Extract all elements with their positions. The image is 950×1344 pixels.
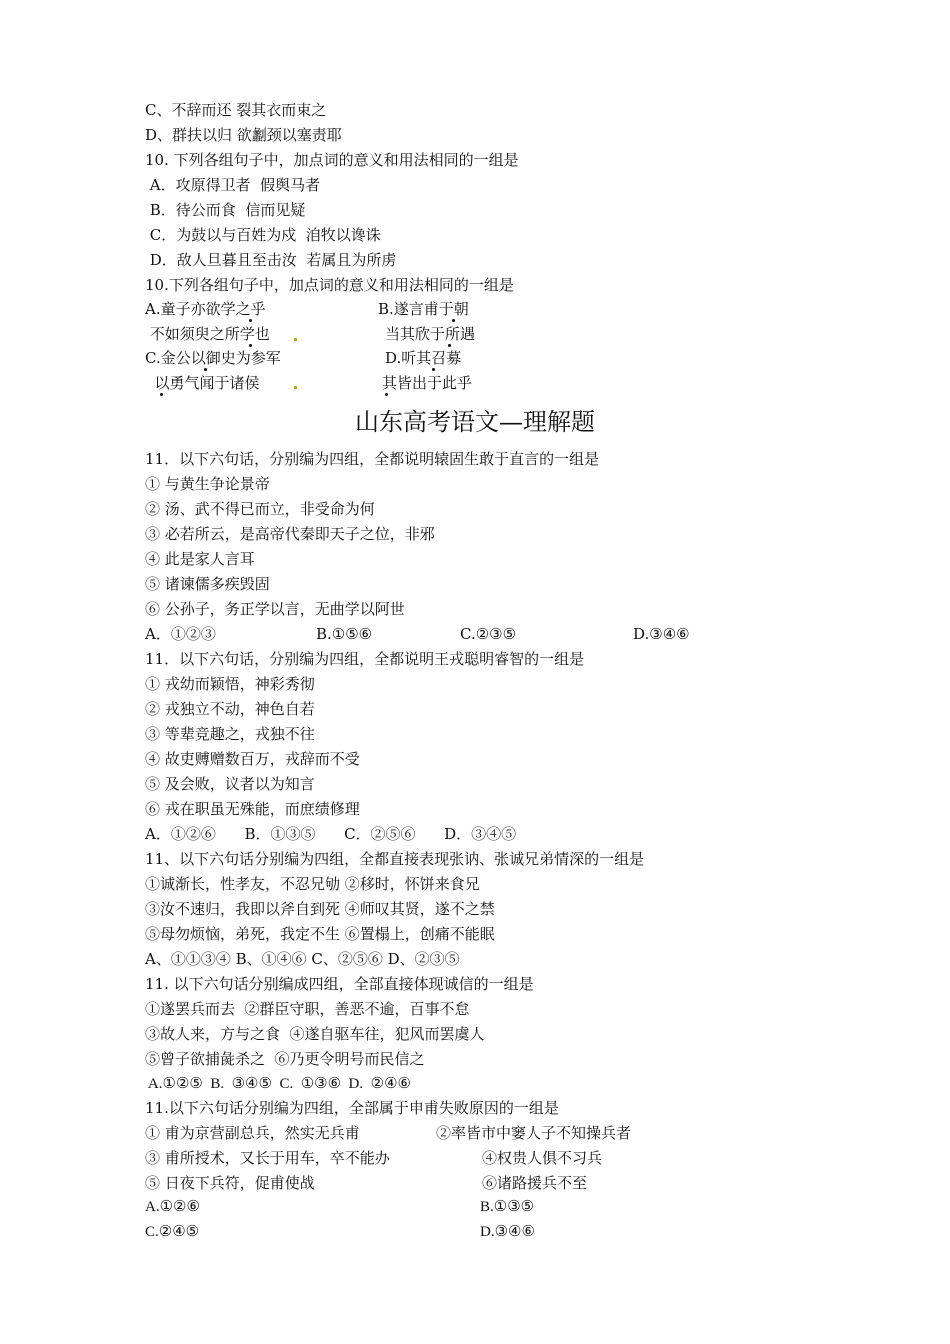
list-item: ② 汤、武不得已而立，非受命为何 xyxy=(145,500,375,518)
option-right: D.听其召募 xyxy=(385,349,462,367)
answer-option: D.③④⑥ xyxy=(633,625,690,643)
list-item: ④ 此是家人言耳 xyxy=(145,550,255,568)
option-left: 以勇气闻于诸侯 xyxy=(145,374,260,392)
list-item: ② 戎独立不动，神色自若 xyxy=(145,700,315,718)
option-line: A．攻原得卫者 假舆马者 xyxy=(145,176,321,194)
text-line: C、不辞而还 裂其衣而束之 xyxy=(145,101,327,119)
list-item: ⑥诸路援兵不至 xyxy=(482,1174,588,1192)
list-item: ①诚渐长，性孝友，不忍兄劬 ②移时，怀饼来食兄 xyxy=(145,875,480,893)
option-left: A.童子亦欲学之乎 xyxy=(145,300,266,318)
emphasis-dot xyxy=(432,368,435,371)
list-item: ③ 甫所授术，又长于用车，卒不能办 xyxy=(145,1149,390,1167)
emphasis-dot xyxy=(249,344,252,347)
emphasis-dot xyxy=(249,319,252,322)
list-item: ⑤ 日夜下兵符，促甫使战 xyxy=(145,1174,315,1192)
list-item: ① 戎幼而颖悟，神彩秀彻 xyxy=(145,675,315,693)
option-right: B.遂言甫于朝 xyxy=(378,300,469,318)
list-item: ⑥ 戎在职虽无殊能，而庶绩修理 xyxy=(145,800,360,818)
list-item: ③ 等辈竞趣之，戎独不往 xyxy=(145,725,315,743)
emphasis-dot xyxy=(385,393,388,396)
list-item: ⑤ 诸谏儒多疾毁固 xyxy=(145,575,270,593)
list-item: ③ 必若所云，是高帝代秦即天子之位，非邪 xyxy=(145,525,435,543)
question-stem: 11．以下六句话，分别编为四组，全都说明王戎聪明睿智的一组是 xyxy=(145,650,585,668)
marker-dot xyxy=(294,386,297,389)
answer-option: A．①②③ xyxy=(145,625,216,643)
option-right: 当其欣于所遇 xyxy=(385,325,476,343)
answer-options: A.①②⑤ B. ③④⑤ C. ①③⑥ D. ②④⑥ xyxy=(145,1076,411,1092)
answer-option: C.②③⑤ xyxy=(460,625,517,643)
option-line: C．为鼓以与百姓为戍 洎牧以谗诛 xyxy=(145,226,381,244)
emphasis-dot xyxy=(452,319,455,322)
list-item: ④ 故吏赙赠数百万，戎辞而不受 xyxy=(145,750,360,768)
text-line: D、群扶以归 欲劙颈以塞责耶 xyxy=(145,126,342,144)
option-left: 不如须臾之所学也 xyxy=(145,325,270,343)
page-title: 山东高考语文—理解题 xyxy=(355,408,595,436)
list-item: ⑤曾子欲捕彘杀之 ⑥乃更令明号而民信之 xyxy=(145,1050,425,1068)
list-item: ⑤母勿烦恼，弟死，我定不生 ⑥置榻上，创痛不能眠 xyxy=(145,925,495,943)
answer-options: A．①②⑥ B．①③⑤ C．②⑤⑥ D．③④⑤ xyxy=(145,825,517,843)
answer-option: B.①⑤⑥ xyxy=(316,625,373,643)
option-right: 其皆出于此乎 xyxy=(382,374,473,392)
option-left: C.金公以御史为参军 xyxy=(145,349,281,367)
emphasis-dot xyxy=(448,344,451,347)
list-item: ③故人来，方与之食 ④遂自驱车往，犯风而罢虞人 xyxy=(145,1025,485,1043)
list-item: ⑤ 及会败，议者以为知言 xyxy=(145,775,315,793)
list-item: ②率皆市中窭人子不知操兵者 xyxy=(436,1124,632,1142)
list-item: ⑥ 公孙子，务正学以言，无曲学以阿世 xyxy=(145,600,405,618)
list-item: ① 甫为京营副总兵，然实无兵甫 xyxy=(145,1124,360,1142)
answer-option: D.③④⑥ xyxy=(480,1224,535,1240)
marker-dot xyxy=(294,338,297,341)
emphasis-dot xyxy=(160,393,163,396)
question-stem: 10. 下列各组句子中，加点词的意义和用法相同的一组是 xyxy=(145,151,519,169)
list-item: ①遂罢兵而去 ②群臣守职，善恶不逾，百事不怠 xyxy=(145,1000,470,1018)
answer-options: A、①①③④ B、①④⑥ C、②⑤⑥ D、②③⑤ xyxy=(145,950,460,968)
option-line: D．敌人旦暮且至击汝 若属且为所虏 xyxy=(145,251,397,269)
question-stem: 10.下列各组句子中，加点词的意义和用法相同的一组是 xyxy=(145,276,514,294)
answer-option: A.①②⑥ xyxy=(145,1199,200,1215)
list-item: ③汝不速归，我即以斧自到死 ④师叹其贤，遂不之禁 xyxy=(145,900,495,918)
question-stem: 11.以下六句话分别编为四组，全部属于申甫失败原因的一组是 xyxy=(145,1099,559,1117)
question-stem: 11．以下六句话，分别编为四组，全都说明辕固生敢于直言的一组是 xyxy=(145,450,600,468)
list-item: ① 与黄生争论景帝 xyxy=(145,475,270,493)
option-line: B．待公而食 信而见疑 xyxy=(145,201,306,219)
answer-option: B.①③⑤ xyxy=(480,1199,535,1215)
question-stem: 11. 以下六句话分别编成四组，全部直接体现诚信的一组是 xyxy=(145,975,534,993)
emphasis-dot xyxy=(204,368,207,371)
question-stem: 11、以下六句话分别编为四组，全都直接表现张讷、张诚兄弟情深的一组是 xyxy=(145,850,645,868)
answer-option: C.②④⑤ xyxy=(145,1224,200,1240)
list-item: ④权贵人俱不习兵 xyxy=(482,1149,603,1167)
